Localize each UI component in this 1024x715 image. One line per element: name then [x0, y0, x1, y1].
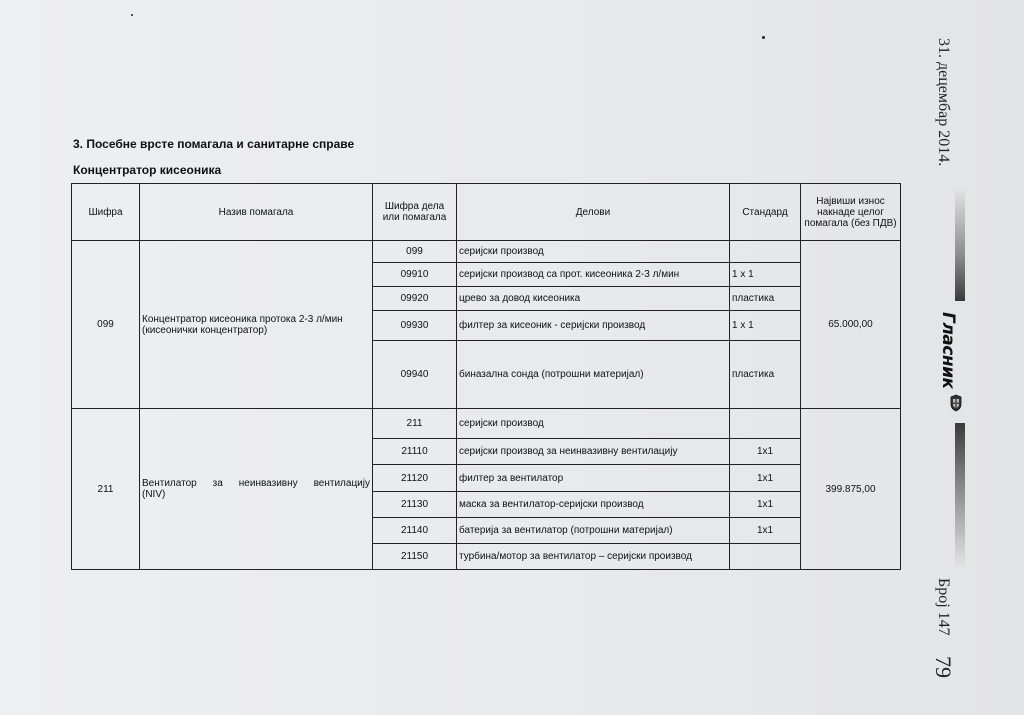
margin-issue: Број 147: [935, 578, 952, 636]
group-name: Концентратор кисеоника протока 2-3 л/мин (кисеонички концентратор): [140, 241, 373, 409]
header-name: Назив помагала: [140, 184, 373, 241]
scan-speck: [762, 36, 765, 39]
group-code: 099: [72, 241, 140, 409]
part-code: 211: [373, 409, 457, 439]
part-code: 21140: [373, 518, 457, 544]
scan-speck: [131, 14, 133, 16]
part-description: серијски производ са прот. кисеоника 2-3 л/мин: [457, 263, 730, 287]
margin-date: 31. децембар 2014.: [935, 38, 952, 167]
table-row: [72, 241, 901, 263]
part-description: серијски производ за неинвазивну вентилацију: [457, 439, 730, 465]
part-standard: 1х1: [730, 465, 801, 492]
part-code: 21150: [373, 544, 457, 570]
margin-bar-top: [955, 187, 965, 301]
page-number: 79: [931, 656, 956, 678]
group-name-line2: (NIV): [142, 489, 166, 500]
part-code: 09910: [373, 263, 457, 287]
part-standard: пластика: [730, 287, 801, 311]
part-code: 099: [373, 241, 457, 263]
section-title: 3. Посебне врсте помагала и санитарне справе: [73, 137, 355, 151]
header-standard: Стандард: [730, 184, 801, 241]
gazette-masthead: Гласник: [938, 312, 958, 389]
part-code: 21120: [373, 465, 457, 492]
header-parts: Делови: [457, 184, 730, 241]
part-code: 09940: [373, 341, 457, 409]
group-max-amount: 65.000,00: [801, 241, 901, 409]
header-max-amount: Највиши износ накнаде целог помагала (без ПДВ): [801, 184, 901, 241]
crest-icon: [949, 394, 963, 412]
part-standard: [730, 409, 801, 439]
part-standard: 1х1: [730, 518, 801, 544]
part-code: 21130: [373, 492, 457, 518]
group-name-line1: Вентилатор за неинвазивну вентилацију: [142, 478, 370, 489]
part-description: биназална сонда (потрошни материјал): [457, 341, 730, 409]
part-description: батерија за вентилатор (потрошни материјал): [457, 518, 730, 544]
part-description: маска за вентилатор-серијски производ: [457, 492, 730, 518]
part-standard: пластика: [730, 341, 801, 409]
table-header-row: [72, 184, 901, 241]
header-code: Шифра: [72, 184, 140, 241]
table-row: [72, 409, 901, 439]
group-name: [140, 409, 373, 570]
part-description: филтер за вентилатор: [457, 465, 730, 492]
part-standard: [730, 544, 801, 570]
group-max-amount: 399.875,00: [801, 409, 901, 570]
part-standard: 1 х 1: [730, 263, 801, 287]
margin-bar-bottom: [955, 423, 965, 569]
aids-table: [71, 183, 901, 570]
part-standard: 1х1: [730, 439, 801, 465]
part-code: 21110: [373, 439, 457, 465]
part-description: црево за довод кисеоника: [457, 287, 730, 311]
part-standard: [730, 241, 801, 263]
subsection-title: Концентратор кисеоника: [73, 163, 222, 177]
part-code: 09920: [373, 287, 457, 311]
part-standard: 1х1: [730, 492, 801, 518]
part-description: серијски производ: [457, 409, 730, 439]
part-standard: 1 х 1: [730, 311, 801, 341]
header-part-code: Шифра дела или помагала: [373, 184, 457, 241]
part-code: 09930: [373, 311, 457, 341]
group-code: 211: [72, 409, 140, 570]
part-description: турбина/мотор за вентилатор – серијски производ: [457, 544, 730, 570]
part-description: филтер за кисеоник - серијски производ: [457, 311, 730, 341]
part-description: серијски производ: [457, 241, 730, 263]
